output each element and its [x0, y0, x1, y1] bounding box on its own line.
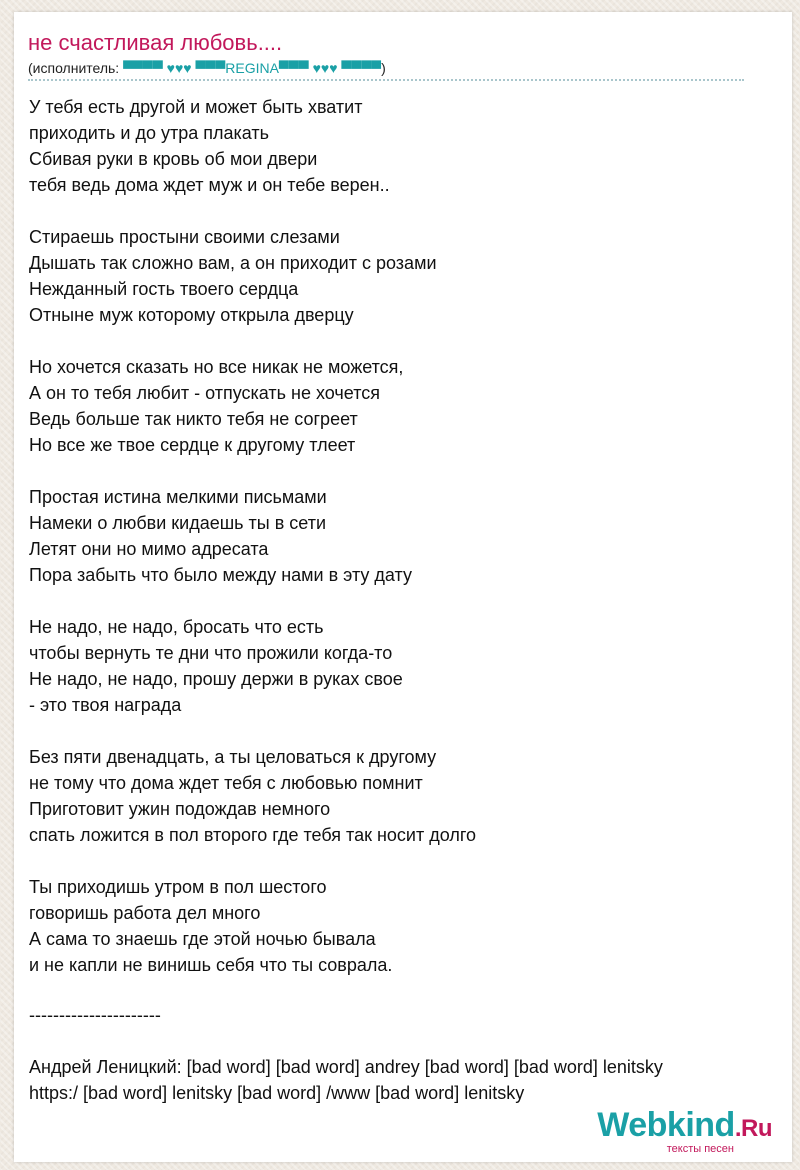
lyric-line: Нежданный гость твоего сердца [29, 279, 299, 299]
logo-tagline: тексты песен [666, 1143, 734, 1155]
lyric-line: Отныне муж которому открыла дверцу [29, 305, 354, 325]
artist-suffix: ) [381, 60, 386, 76]
stanza-gap [29, 458, 759, 484]
credits-footer [29, 1002, 769, 1106]
lyrics-body [29, 94, 759, 978]
credits-separator: ---------------------- [29, 1005, 161, 1025]
lyric-line: Простая истина мелкими письмами [29, 487, 327, 507]
lyric-line: и не капли не винишь себя что ты соврала. [29, 955, 393, 975]
stanza-gap [29, 718, 759, 744]
stanza-gap [29, 1028, 769, 1054]
credits-line-1: Андрей Леницкий: [bad word] [bad word] andrey [bad word] [bad word] lenitsky [29, 1057, 663, 1077]
site-logo[interactable] [597, 1108, 772, 1155]
lyric-line: - это твоя награда [29, 695, 182, 715]
logo-tld: .Ru [734, 1115, 772, 1142]
lyric-line: Ты приходишь утром в пол шестого [29, 877, 327, 897]
lyric-line: Не надо, не надо, прошу держи в руках свое [29, 669, 403, 689]
stanza-gap [29, 198, 759, 224]
artist-line [28, 60, 386, 76]
lyric-line: Но хочется сказать но все никак не можется, [29, 357, 404, 377]
lyric-line: У тебя есть другой и может быть хватит [29, 97, 363, 117]
stanza-gap [29, 328, 759, 354]
lyric-line: А сама то знаешь где этой ночью бывала [29, 929, 376, 949]
lyric-line: приходить и до утра плакать [29, 123, 270, 143]
credits-line-2: https:/ [bad word] lenitsky [bad word] /www [bad word] lenitsky [29, 1083, 525, 1103]
lyric-line: спать ложится в пол второго где тебя так носит долго [29, 825, 477, 845]
song-title: не счастливая любовь.... [28, 30, 283, 55]
lyric-line: чтобы вернуть те дни что прожили когда-то [29, 643, 393, 663]
lyric-line: Стираешь простыни своими слезами [29, 227, 340, 247]
artist-link[interactable]: ▀▀▀▀ ♥♥♥ ▀▀▀REGINA▀▀▀ ♥♥♥ ▀▀▀▀ [123, 60, 382, 76]
lyric-line: Приготовит ужин подождав немного [29, 799, 331, 819]
logo-main-text: Webkind [597, 1106, 735, 1144]
lyric-line: Намеки о любви кидаешь ты в сети [29, 513, 326, 533]
lyric-line: Не надо, не надо, бросать что есть [29, 617, 324, 637]
lyric-line: не тому что дома ждет тебя с любовью помнит [29, 773, 423, 793]
lyric-line: Пора забыть что было между нами в эту дату [29, 565, 412, 585]
logo-wordmark [597, 1108, 772, 1146]
artist-prefix: (исполнитель: [28, 60, 124, 76]
lyric-line: тебя ведь дома ждет муж и он тебе верен.. [29, 175, 390, 195]
lyric-line: Дышать так сложно вам, а он приходит с розами [29, 253, 437, 273]
lyric-line: Ведь больше так никто тебя не согреет [29, 409, 358, 429]
stanza-gap [29, 848, 759, 874]
lyric-line: Сбивая руки в кровь об мои двери [29, 149, 318, 169]
lyric-line: Без пяти двенадцать, а ты целоваться к другому [29, 747, 437, 767]
title-divider [28, 79, 744, 81]
lyric-line: Но все же твое сердце к другому тлеет [29, 435, 356, 455]
stanza-gap [29, 588, 759, 614]
lyric-line: говоришь работа дел много [29, 903, 261, 923]
lyric-line: А он то тебя любит - отпускать не хочется [29, 383, 380, 403]
lyric-line: Летят они но мимо адресата [29, 539, 269, 559]
